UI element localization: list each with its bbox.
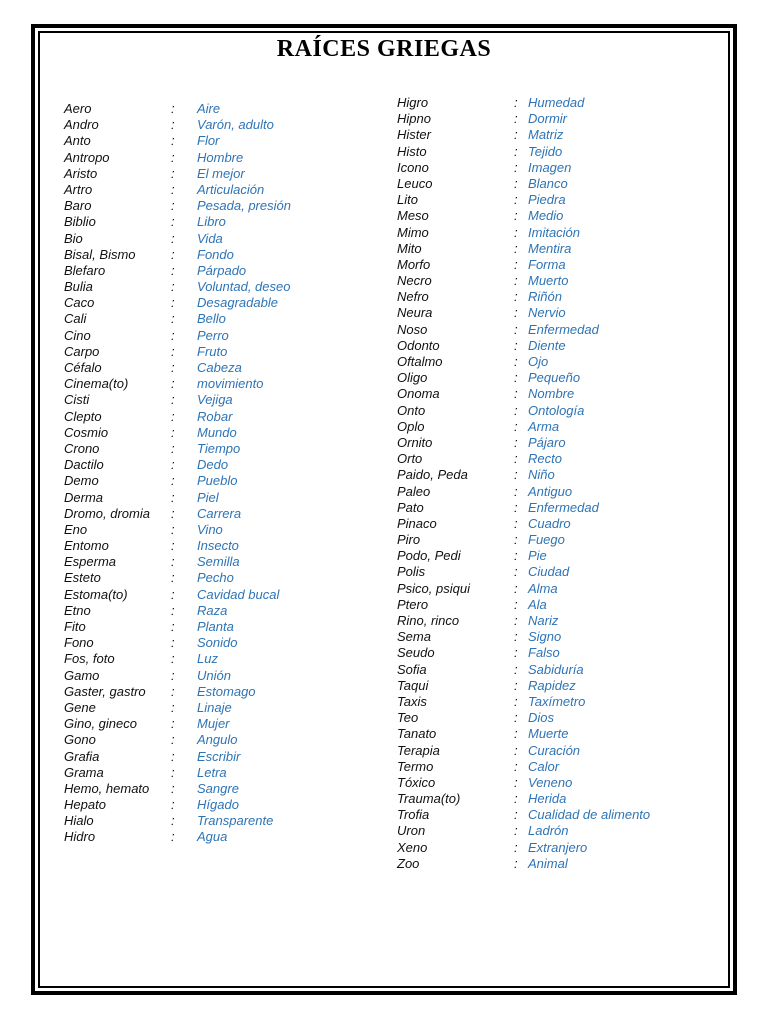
root-meaning: Blanco bbox=[528, 175, 568, 191]
root-meaning: Herida bbox=[528, 791, 567, 807]
root-meaning: Hombre bbox=[197, 149, 244, 165]
separator-colon: : bbox=[171, 570, 175, 586]
separator-colon: : bbox=[171, 117, 175, 133]
root-meaning: Cavidad bucal bbox=[197, 586, 280, 602]
root-term: Andro bbox=[64, 117, 99, 133]
separator-colon: : bbox=[514, 564, 518, 580]
root-term: Caco bbox=[64, 295, 95, 311]
root-term: Céfalo bbox=[64, 360, 102, 375]
root-meaning: Antiguo bbox=[528, 483, 573, 499]
root-term: Derma bbox=[64, 489, 104, 505]
separator-colon: : bbox=[514, 305, 518, 321]
root-term: Demo bbox=[64, 473, 99, 489]
root-term: Piro bbox=[397, 532, 421, 548]
root-meaning: Ontología bbox=[528, 402, 585, 418]
root-term: Lito bbox=[397, 192, 418, 208]
root-term: Oligo bbox=[397, 370, 428, 386]
root-meaning: Imitación bbox=[528, 224, 581, 240]
root-meaning: Semilla bbox=[197, 554, 240, 570]
root-term: Termo bbox=[397, 758, 434, 774]
root-term: Esteto bbox=[64, 570, 101, 586]
root-meaning: Signo bbox=[528, 629, 562, 645]
root-meaning: Alma bbox=[528, 580, 558, 596]
root-meaning: Varón, adulto bbox=[197, 117, 274, 133]
separator-colon: : bbox=[514, 645, 518, 661]
root-term: Zoo bbox=[397, 855, 420, 871]
separator-colon: : bbox=[171, 780, 175, 796]
separator-colon: : bbox=[171, 748, 175, 764]
separator-colon: : bbox=[514, 175, 518, 191]
separator-colon: : bbox=[171, 716, 175, 732]
separator-colon: : bbox=[514, 807, 518, 823]
root-meaning: Angulo bbox=[197, 732, 238, 748]
root-meaning: Voluntad, deseo bbox=[197, 279, 291, 295]
root-term: Fos, foto bbox=[64, 651, 115, 667]
root-term: Tóxico bbox=[397, 774, 436, 790]
root-meaning: Fruto bbox=[197, 343, 228, 359]
root-term: Leuco bbox=[397, 175, 433, 191]
root-term: Carpo bbox=[64, 343, 100, 359]
separator-colon: : bbox=[171, 473, 175, 489]
root-meaning: Estomago bbox=[197, 683, 256, 699]
separator-colon: : bbox=[171, 376, 175, 392]
root-term: Mito bbox=[397, 240, 422, 256]
separator-colon: : bbox=[171, 586, 175, 602]
root-meaning: Libro bbox=[197, 214, 226, 230]
separator-colon: : bbox=[514, 386, 518, 402]
root-term: Pato bbox=[397, 499, 424, 515]
separator-colon: : bbox=[171, 343, 175, 359]
separator-colon: : bbox=[171, 505, 175, 521]
root-term: Rino, rinco bbox=[397, 613, 460, 628]
root-meaning: Hígado bbox=[197, 797, 239, 813]
separator-colon: : bbox=[171, 360, 175, 375]
root-meaning: Medio bbox=[528, 208, 564, 224]
separator-colon: : bbox=[514, 548, 518, 564]
separator-colon: : bbox=[514, 726, 518, 742]
root-meaning: Piedra bbox=[528, 192, 566, 208]
root-term: Artro bbox=[64, 181, 93, 197]
separator-colon: : bbox=[514, 855, 518, 871]
root-term: Odonto bbox=[397, 337, 440, 353]
separator-colon: : bbox=[514, 192, 518, 208]
root-term: Aristo bbox=[64, 165, 98, 181]
root-meaning: Diente bbox=[528, 337, 566, 353]
root-term: Ornito bbox=[397, 434, 433, 450]
root-term: Fono bbox=[64, 635, 94, 651]
separator-colon: : bbox=[171, 262, 175, 278]
separator-colon: : bbox=[514, 596, 518, 612]
separator-colon: : bbox=[171, 521, 175, 537]
root-term: Estoma(to) bbox=[64, 586, 128, 602]
root-meaning: Cuadro bbox=[528, 515, 571, 531]
separator-colon: : bbox=[171, 149, 175, 165]
root-meaning: Niño bbox=[528, 467, 555, 483]
separator-colon: : bbox=[514, 483, 518, 499]
separator-colon: : bbox=[171, 181, 175, 197]
separator-colon: : bbox=[514, 677, 518, 693]
root-meaning: Bello bbox=[197, 311, 226, 327]
separator-colon: : bbox=[514, 451, 518, 467]
root-meaning: Tiempo bbox=[197, 440, 241, 456]
separator-colon: : bbox=[514, 289, 518, 305]
root-meaning: Planta bbox=[197, 619, 234, 634]
separator-colon: : bbox=[514, 240, 518, 256]
root-term: Mimo bbox=[397, 224, 429, 240]
root-term: Gono bbox=[64, 732, 96, 748]
root-term: Hepato bbox=[64, 797, 106, 813]
separator-colon: : bbox=[171, 311, 175, 327]
root-meaning: Dedo bbox=[197, 457, 229, 473]
separator-colon: : bbox=[171, 246, 175, 262]
root-meaning: Desagradable bbox=[197, 295, 278, 311]
separator-colon: : bbox=[514, 256, 518, 272]
root-term: Dactilo bbox=[64, 457, 104, 473]
separator-colon: : bbox=[514, 467, 518, 483]
root-term: Onoma bbox=[397, 386, 440, 402]
root-term: Onto bbox=[397, 402, 426, 418]
root-meaning: El mejor bbox=[197, 165, 245, 181]
separator-colon: : bbox=[171, 424, 175, 440]
root-meaning: Insecto bbox=[197, 538, 239, 554]
root-meaning: Matriz bbox=[528, 127, 564, 143]
separator-colon: : bbox=[171, 683, 175, 699]
separator-colon: : bbox=[514, 774, 518, 790]
separator-colon: : bbox=[514, 613, 518, 628]
root-term: Esperma bbox=[64, 554, 117, 570]
separator-colon: : bbox=[171, 214, 175, 230]
root-term: Gino, gineco bbox=[64, 716, 137, 732]
root-term: Pinaco bbox=[397, 515, 437, 531]
root-meaning: Piel bbox=[197, 489, 219, 505]
separator-colon: : bbox=[171, 635, 175, 651]
root-meaning: Dormir bbox=[528, 111, 567, 127]
root-term: Trauma(to) bbox=[397, 791, 461, 807]
root-term: Tanato bbox=[397, 726, 437, 742]
separator-colon: : bbox=[514, 111, 518, 127]
root-meaning: Sonido bbox=[197, 635, 238, 651]
root-meaning: Sabiduría bbox=[528, 661, 584, 677]
root-meaning: Agua bbox=[197, 829, 228, 845]
separator-colon: : bbox=[171, 489, 175, 505]
root-meaning: Cabeza bbox=[197, 360, 242, 375]
root-term: Xeno bbox=[397, 839, 428, 855]
root-meaning: Párpado bbox=[197, 262, 247, 278]
page-title: RAÍCES GRIEGAS bbox=[276, 36, 492, 62]
root-meaning: Pie bbox=[528, 548, 547, 564]
root-meaning: Calor bbox=[528, 758, 560, 774]
root-term: Noso bbox=[397, 321, 428, 337]
root-term: Bulia bbox=[64, 279, 93, 295]
separator-colon: : bbox=[171, 538, 175, 554]
root-meaning: Pájaro bbox=[528, 434, 566, 450]
separator-colon: : bbox=[171, 554, 175, 570]
root-term: Higro bbox=[397, 95, 429, 110]
root-term: Bisal, Bismo bbox=[64, 246, 136, 262]
separator-colon: : bbox=[171, 101, 175, 116]
root-meaning: Imagen bbox=[528, 159, 572, 175]
root-meaning: Animal bbox=[528, 855, 568, 871]
separator-colon: : bbox=[514, 532, 518, 548]
separator-colon: : bbox=[514, 273, 518, 289]
root-term: Hipno bbox=[397, 111, 431, 127]
separator-colon: : bbox=[171, 408, 175, 424]
root-term: Clepto bbox=[64, 408, 102, 424]
root-meaning: Riñón bbox=[528, 289, 562, 305]
root-meaning: Nariz bbox=[528, 613, 559, 628]
root-term: Gaster, gastro bbox=[64, 683, 146, 699]
root-meaning: Mujer bbox=[197, 716, 230, 732]
separator-colon: : bbox=[171, 165, 175, 181]
root-meaning: Sangre bbox=[197, 780, 239, 796]
root-term: Sofia bbox=[397, 661, 427, 677]
root-term: Cino bbox=[64, 327, 91, 343]
root-meaning: Pecho bbox=[197, 570, 234, 586]
root-term: Oftalmo bbox=[397, 354, 443, 369]
root-meaning: Fuego bbox=[528, 532, 565, 548]
root-meaning: Articulación bbox=[197, 181, 265, 197]
root-term: Baro bbox=[64, 198, 92, 214]
separator-colon: : bbox=[171, 392, 175, 408]
separator-colon: : bbox=[514, 224, 518, 240]
separator-colon: : bbox=[514, 370, 518, 386]
separator-colon: : bbox=[171, 327, 175, 343]
root-term: Trofia bbox=[397, 807, 430, 823]
root-meaning: Vida bbox=[197, 230, 223, 246]
separator-colon: : bbox=[171, 295, 175, 311]
root-meaning: Recto bbox=[528, 451, 562, 467]
separator-colon: : bbox=[171, 279, 175, 295]
separator-colon: : bbox=[171, 797, 175, 813]
separator-colon: : bbox=[514, 758, 518, 774]
root-term: Hemo, hemato bbox=[64, 780, 150, 796]
root-term: Meso bbox=[397, 208, 429, 224]
separator-colon: : bbox=[171, 829, 175, 845]
root-term: Neura bbox=[397, 305, 433, 321]
root-meaning: Nervio bbox=[528, 305, 566, 321]
root-meaning: Ciudad bbox=[528, 564, 570, 580]
root-term: Icono bbox=[397, 159, 429, 175]
root-term: Anto bbox=[64, 133, 91, 149]
separator-colon: : bbox=[514, 434, 518, 450]
separator-colon: : bbox=[514, 402, 518, 418]
root-meaning: Veneno bbox=[528, 774, 573, 790]
separator-colon: : bbox=[171, 667, 175, 683]
root-meaning: Aire bbox=[197, 101, 221, 116]
root-term: Psico, psiqui bbox=[397, 580, 470, 596]
root-term: Nefro bbox=[397, 289, 429, 305]
root-term: Crono bbox=[64, 440, 100, 456]
root-term: Dromo, dromia bbox=[64, 505, 150, 521]
root-term: Antropo bbox=[64, 149, 110, 165]
root-meaning: Enfermedad bbox=[528, 321, 599, 337]
root-term: Cinema(to) bbox=[64, 376, 129, 392]
separator-colon: : bbox=[514, 515, 518, 531]
root-meaning: Flor bbox=[197, 133, 220, 149]
separator-colon: : bbox=[514, 580, 518, 596]
separator-colon: : bbox=[514, 321, 518, 337]
separator-colon: : bbox=[514, 693, 518, 709]
root-term: Teo bbox=[397, 710, 419, 726]
separator-colon: : bbox=[171, 764, 175, 780]
root-term: Cisti bbox=[64, 392, 90, 408]
separator-colon: : bbox=[171, 198, 175, 214]
separator-colon: : bbox=[171, 813, 175, 829]
root-meaning: Mundo bbox=[197, 424, 237, 440]
root-meaning: Mentira bbox=[528, 240, 572, 256]
separator-colon: : bbox=[171, 230, 175, 246]
root-term: Etno bbox=[64, 602, 91, 618]
root-term: Hister bbox=[397, 127, 431, 143]
root-term: Uron bbox=[397, 823, 426, 839]
root-meaning: Nombre bbox=[528, 386, 575, 402]
separator-colon: : bbox=[514, 208, 518, 224]
root-meaning: Raza bbox=[197, 602, 228, 618]
root-term: Seudo bbox=[397, 645, 435, 661]
separator-colon: : bbox=[171, 619, 175, 634]
separator-colon: : bbox=[514, 95, 518, 110]
root-meaning: Pueblo bbox=[197, 473, 238, 489]
root-term: Podo, Pedi bbox=[397, 548, 461, 564]
separator-colon: : bbox=[171, 457, 175, 473]
root-meaning: Taxímetro bbox=[528, 693, 586, 709]
root-meaning: Ojo bbox=[528, 354, 549, 369]
root-term: Biblio bbox=[64, 214, 96, 230]
root-meaning: Tejido bbox=[528, 143, 563, 159]
separator-colon: : bbox=[514, 499, 518, 515]
root-meaning: Perro bbox=[197, 327, 229, 343]
root-term: Paleo bbox=[397, 483, 431, 499]
separator-colon: : bbox=[514, 661, 518, 677]
separator-colon: : bbox=[514, 823, 518, 839]
root-meaning: Luz bbox=[197, 651, 218, 667]
separator-colon: : bbox=[514, 629, 518, 645]
root-term: Hialo bbox=[64, 813, 94, 829]
root-meaning: Fondo bbox=[197, 246, 234, 262]
root-meaning: Extranjero bbox=[528, 839, 588, 855]
separator-colon: : bbox=[171, 602, 175, 618]
root-meaning: Pesada, presión bbox=[197, 198, 291, 214]
root-meaning: Robar bbox=[197, 408, 233, 424]
separator-colon: : bbox=[171, 440, 175, 456]
separator-colon: : bbox=[171, 651, 175, 667]
separator-colon: : bbox=[514, 418, 518, 434]
root-term: Bio bbox=[64, 230, 83, 246]
separator-colon: : bbox=[171, 699, 175, 715]
root-term: Cosmio bbox=[64, 424, 109, 440]
root-meaning: movimiento bbox=[197, 376, 264, 392]
root-term: Grafia bbox=[64, 748, 100, 764]
root-term: Eno bbox=[64, 521, 88, 537]
root-term: Necro bbox=[397, 273, 432, 289]
root-term: Terapia bbox=[397, 742, 440, 758]
root-meaning: Dios bbox=[528, 710, 555, 726]
root-meaning: Unión bbox=[197, 667, 231, 683]
root-term: Morfo bbox=[397, 256, 431, 272]
separator-colon: : bbox=[514, 710, 518, 726]
root-term: Gene bbox=[64, 699, 96, 715]
root-meaning: Rapidez bbox=[528, 677, 576, 693]
root-meaning: Transparente bbox=[197, 813, 274, 829]
separator-colon: : bbox=[514, 839, 518, 855]
root-meaning: Enfermedad bbox=[528, 499, 599, 515]
root-term: Taqui bbox=[397, 677, 429, 693]
root-meaning: Forma bbox=[528, 256, 566, 272]
root-meaning: Vejiga bbox=[197, 392, 233, 408]
root-term: Histo bbox=[397, 143, 427, 159]
separator-colon: : bbox=[514, 791, 518, 807]
root-meaning: Vino bbox=[197, 521, 223, 537]
root-meaning: Letra bbox=[197, 764, 227, 780]
root-meaning: Arma bbox=[528, 418, 560, 434]
root-term: Entomo bbox=[64, 538, 109, 554]
separator-colon: : bbox=[514, 159, 518, 175]
root-meaning: Carrera bbox=[197, 505, 242, 521]
root-term: Sema bbox=[397, 629, 431, 645]
root-term: Aero bbox=[64, 101, 92, 116]
root-term: Orto bbox=[397, 451, 423, 467]
root-term: Paido, Peda bbox=[397, 467, 468, 483]
separator-colon: : bbox=[514, 127, 518, 143]
root-term: Grama bbox=[64, 764, 104, 780]
separator-colon: : bbox=[171, 133, 175, 149]
root-meaning: Falso bbox=[528, 645, 560, 661]
root-term: Gamo bbox=[64, 667, 100, 683]
root-meaning: Muerte bbox=[528, 726, 569, 742]
root-meaning: Cualidad de alimento bbox=[528, 807, 651, 823]
root-meaning: Ala bbox=[528, 596, 547, 612]
root-term: Cali bbox=[64, 311, 87, 327]
root-term: Taxis bbox=[397, 693, 427, 709]
root-meaning: Escribir bbox=[197, 748, 241, 764]
root-term: Hidro bbox=[64, 829, 96, 845]
root-term: Fito bbox=[64, 619, 86, 634]
root-meaning: Curación bbox=[528, 742, 581, 758]
root-term: Polis bbox=[397, 564, 426, 580]
separator-colon: : bbox=[514, 354, 518, 369]
root-meaning: Linaje bbox=[197, 699, 232, 715]
separator-colon: : bbox=[171, 732, 175, 748]
root-meaning: Pequeño bbox=[528, 370, 581, 386]
separator-colon: : bbox=[514, 742, 518, 758]
separator-colon: : bbox=[514, 143, 518, 159]
root-meaning: Humedad bbox=[528, 95, 585, 110]
root-meaning: Ladrón bbox=[528, 823, 569, 839]
root-term: Oplo bbox=[397, 418, 425, 434]
root-term: Ptero bbox=[397, 596, 429, 612]
root-term: Blefaro bbox=[64, 262, 106, 278]
separator-colon: : bbox=[514, 337, 518, 353]
root-meaning: Muerto bbox=[528, 273, 569, 289]
